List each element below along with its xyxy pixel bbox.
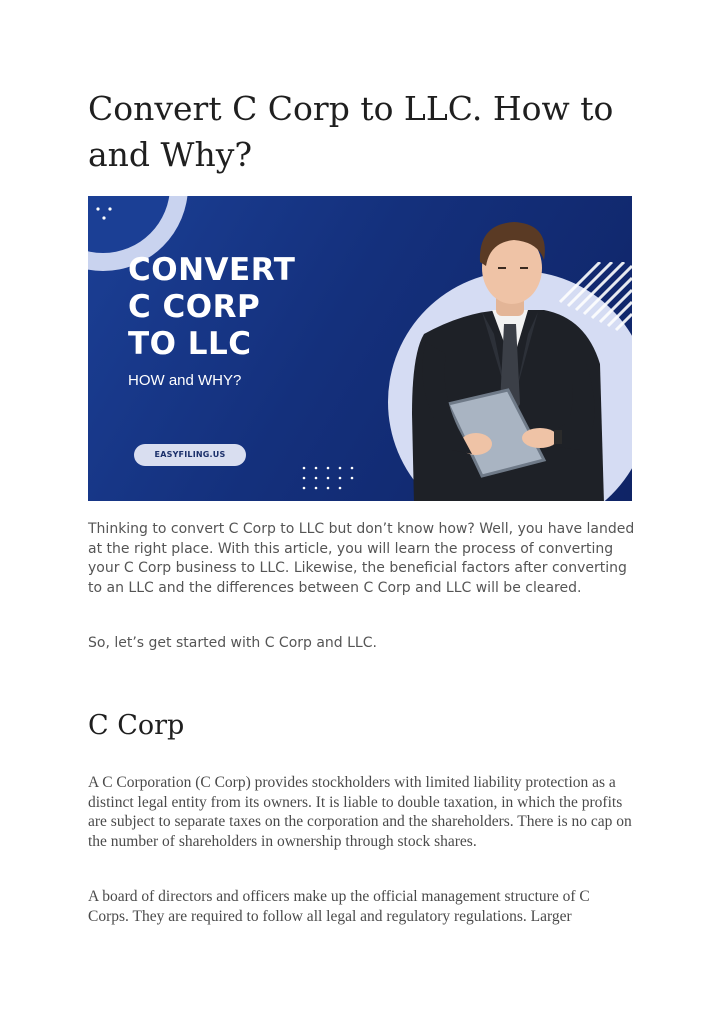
banner-headline-line: TO LLC bbox=[128, 326, 252, 362]
businessman-with-tablet-illustration bbox=[354, 214, 632, 501]
intro-followup: So, let’s get started with C Corp and LLC. bbox=[88, 635, 377, 651]
intro-paragraph: Thinking to convert C Corp to LLC but don’t know how? Well, you have landed at the right place. With this article, you will learn the process of converting your C Corp business to LLC. Likewise, the beneficial factors after converting to an LLC and the differences between C Corp and LLC will be cleared. bbox=[88, 521, 635, 596]
banner-headline-line: C CORP bbox=[128, 289, 261, 325]
hero-banner bbox=[88, 196, 632, 501]
section-paragraph: A C Corporation (C Corp) provides stockholders with limited liability protection as a distinct legal entity from its owners. It is liable to double taxation, in which the profits are subject to separate taxes on the corporation and the shareholders. There is no cap on the number of shareholders in ownership through stock shares. bbox=[88, 774, 632, 850]
dot-pattern-top bbox=[94, 204, 134, 224]
section-heading: C Corp bbox=[88, 710, 185, 741]
banner-subheadline: HOW and WHY? bbox=[128, 372, 242, 389]
site-pill: EASYFILING.US bbox=[134, 444, 246, 466]
article-title: Convert C Corp to LLC. How to and Why? bbox=[88, 89, 614, 174]
section-paragraph: A board of directors and officers make up the official management structure of C Corps. They are required to follow all legal and regulatory regulations. Larger bbox=[88, 888, 590, 925]
banner-headline bbox=[128, 252, 295, 363]
banner-headline-line: CONVERT bbox=[128, 252, 296, 288]
